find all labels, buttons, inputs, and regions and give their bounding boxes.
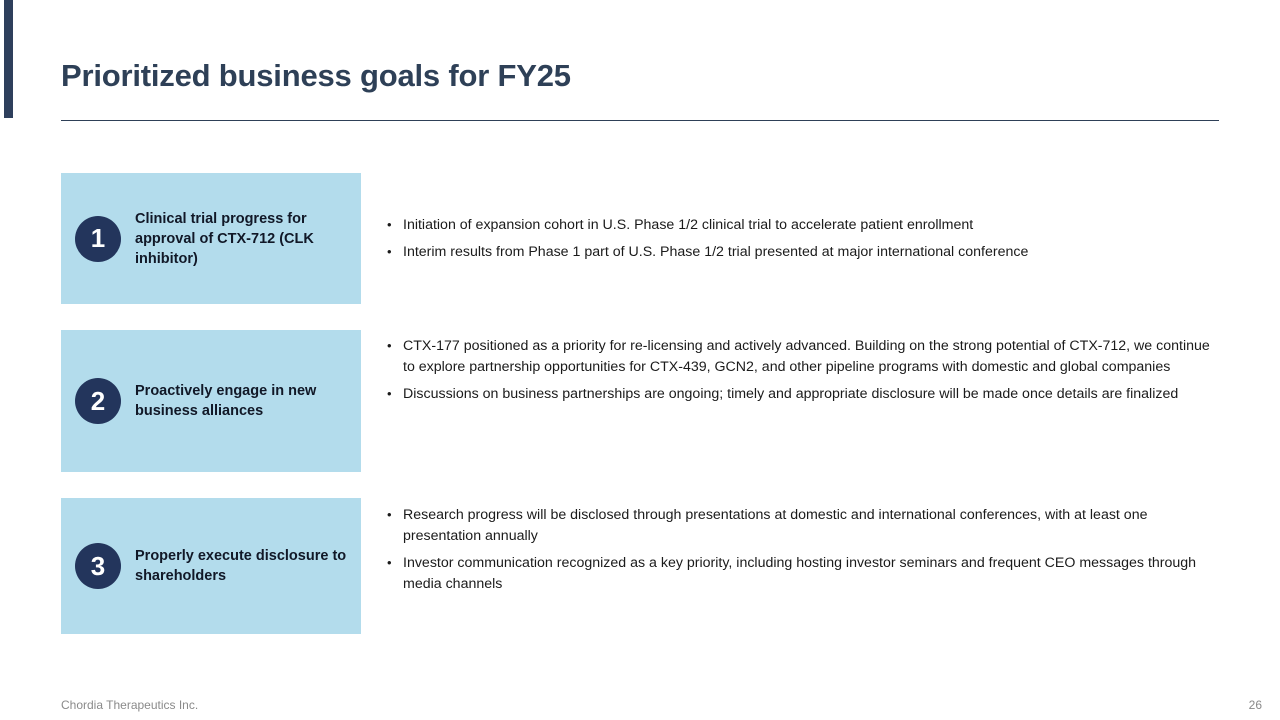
goal-bullet: • CTX-177 positioned as a priority for re-licensing and actively advanced. Building on the strong potential of CTX-712, we continue to explore partnership opportunities for CTX-439, GCN2, and other pipeline programs with domestic and global companies (385, 336, 1220, 378)
goal-details (361, 173, 1280, 263)
goal-item (0, 498, 1280, 634)
goal-details (361, 330, 1280, 405)
goal-label: Proactively engage in new business alliances (135, 383, 317, 419)
accent-bar (4, 0, 13, 118)
goal-item (0, 173, 1280, 304)
goal-bullet: • Initiation of expansion cohort in U.S. Phase 1/2 clinical trial to accelerate patient enrollment (385, 215, 1220, 236)
page-title: Prioritized business goals for FY25 (61, 58, 571, 93)
goal-label: Properly execute disclosure to shareholders (135, 548, 347, 584)
goal-bullet: • Research progress will be disclosed through presentations at domestic and international conferences, with at least one presentation annually (385, 505, 1220, 547)
goal-number-badge: 1 (75, 216, 121, 262)
goal-number-badge: 3 (75, 543, 121, 589)
goal-bullet: • Investor communication recognized as a key priority, including hosting investor seminars and frequent CEO messages through media channels (385, 553, 1220, 595)
footer-page-number: 26 (1248, 698, 1262, 712)
goals-list (0, 173, 1280, 660)
goal-label: Clinical trial progress for approval of CTX-712 (CLK inhibitor) (135, 210, 314, 267)
goal-bullet: • Interim results from Phase 1 part of U.S. Phase 1/2 trial presented at major international conference (385, 242, 1220, 263)
goal-header-panel (61, 330, 361, 472)
goal-item (0, 330, 1280, 472)
footer-company: Chordia Therapeutics Inc. (61, 698, 199, 712)
goal-header-panel (61, 498, 361, 634)
title-divider (61, 120, 1219, 121)
goal-header-panel (61, 173, 361, 304)
goal-bullet: • Discussions on business partnerships are ongoing; timely and appropriate disclosure will be made once details are finalized (385, 384, 1220, 405)
goal-number-badge: 2 (75, 378, 121, 424)
goal-details (361, 498, 1280, 595)
